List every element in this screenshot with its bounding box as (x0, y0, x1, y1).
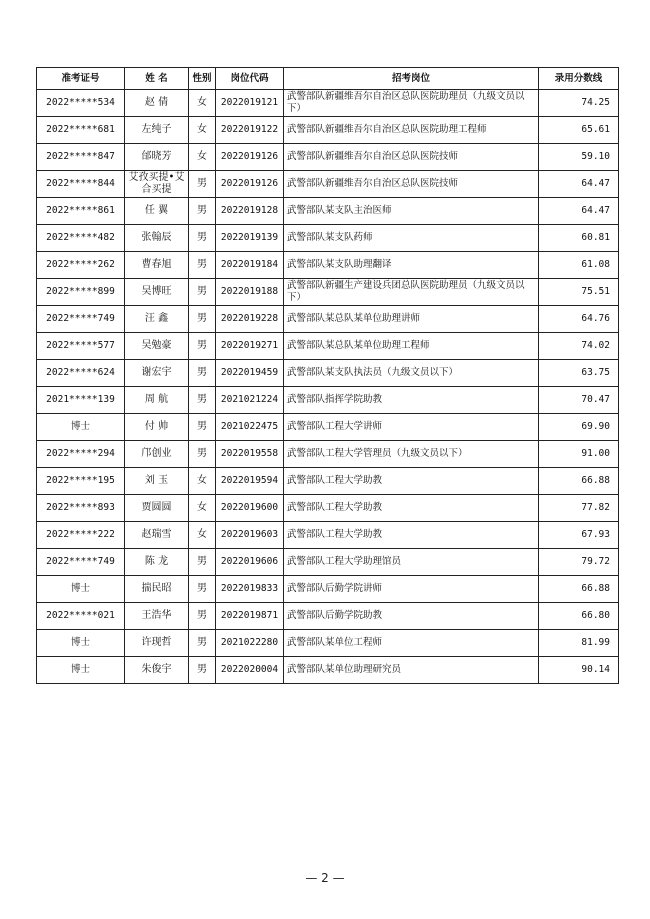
cell-name: 刘 玉 (125, 468, 189, 495)
cell-score: 77.82 (539, 495, 619, 522)
cell-post-code: 2021021224 (216, 387, 284, 414)
cell-post: 武警部队工程大学助理馆员 (284, 549, 539, 576)
cell-sex: 女 (189, 90, 216, 117)
cell-score: 69.90 (539, 414, 619, 441)
cell-name: 陈 龙 (125, 549, 189, 576)
cell-post-code: 2022020004 (216, 657, 284, 684)
cell-post-code: 2022019603 (216, 522, 284, 549)
cell-post-code: 2022019184 (216, 252, 284, 279)
cell-name: 谢宏宇 (125, 360, 189, 387)
cell-name: 周 航 (125, 387, 189, 414)
cell-post-code: 2022019271 (216, 333, 284, 360)
table-row (37, 603, 619, 630)
cell-score: 79.72 (539, 549, 619, 576)
table-row (37, 522, 619, 549)
table-row (37, 252, 619, 279)
cell-score: 67.93 (539, 522, 619, 549)
cell-post-code: 2022019871 (216, 603, 284, 630)
table-row (37, 144, 619, 171)
cell-score: 74.02 (539, 333, 619, 360)
cell-exam-id: 2022*****749 (37, 549, 125, 576)
cell-score: 64.47 (539, 171, 619, 198)
cell-post: 武警部队指挥学院助教 (284, 387, 539, 414)
header-sex: 性别 (189, 68, 216, 90)
cell-post: 武警部队某支队助理翻译 (284, 252, 539, 279)
cell-exam-id: 2022*****899 (37, 279, 125, 306)
cell-exam-id: 2022*****195 (37, 468, 125, 495)
cell-post-code: 2021022280 (216, 630, 284, 657)
cell-sex: 女 (189, 522, 216, 549)
cell-post-code: 2022019606 (216, 549, 284, 576)
cell-exam-id: 博士 (37, 657, 125, 684)
cell-post: 武警部队某支队药师 (284, 225, 539, 252)
cell-score: 65.61 (539, 117, 619, 144)
cell-score: 60.81 (539, 225, 619, 252)
cell-post: 武警部队新疆维吾尔自治区总队医院技师 (284, 171, 539, 198)
cell-sex: 男 (189, 252, 216, 279)
cell-score: 61.08 (539, 252, 619, 279)
cell-post-code: 2022019594 (216, 468, 284, 495)
cell-sex: 女 (189, 495, 216, 522)
cell-score: 75.51 (539, 279, 619, 306)
cell-score: 66.88 (539, 468, 619, 495)
table-row (37, 198, 619, 225)
header-exam-id: 准考证号 (37, 68, 125, 90)
cell-post: 武警部队工程大学助教 (284, 495, 539, 522)
cell-post-code: 2022019139 (216, 225, 284, 252)
cell-sex: 男 (189, 414, 216, 441)
cell-sex: 男 (189, 387, 216, 414)
header-name: 姓 名 (125, 68, 189, 90)
cell-sex: 女 (189, 144, 216, 171)
cell-post: 武警部队某支队执法员（九级文员以下） (284, 360, 539, 387)
cell-post: 武警部队某总队某单位助理讲师 (284, 306, 539, 333)
cell-exam-id: 2022*****222 (37, 522, 125, 549)
cell-name: 邝创业 (125, 441, 189, 468)
cell-post-code: 2022019833 (216, 576, 284, 603)
table-row (37, 333, 619, 360)
cell-name: 揣民昭 (125, 576, 189, 603)
cell-exam-id: 2022*****749 (37, 306, 125, 333)
cell-sex: 女 (189, 117, 216, 144)
cell-post: 武警部队新疆维吾尔自治区总队医院助理工程师 (284, 117, 539, 144)
cell-post: 武警部队某支队主治医师 (284, 198, 539, 225)
cell-post-code: 2022019126 (216, 144, 284, 171)
cell-score: 64.76 (539, 306, 619, 333)
cell-exam-id: 2021*****139 (37, 387, 125, 414)
cell-post: 武警部队工程大学助教 (284, 522, 539, 549)
cell-name: 吴勉豪 (125, 333, 189, 360)
cell-post: 武警部队新疆维吾尔自治区总队医院技师 (284, 144, 539, 171)
cell-post: 武警部队某单位工程师 (284, 630, 539, 657)
cell-score: 81.99 (539, 630, 619, 657)
admission-score-table (36, 67, 619, 684)
table-row (37, 576, 619, 603)
cell-exam-id: 2022*****262 (37, 252, 125, 279)
cell-sex: 男 (189, 549, 216, 576)
cell-score: 59.10 (539, 144, 619, 171)
cell-post-code: 2022019128 (216, 198, 284, 225)
table-row (37, 279, 619, 306)
cell-name: 汪 鑫 (125, 306, 189, 333)
cell-exam-id: 2022*****021 (37, 603, 125, 630)
cell-post-code: 2022019122 (216, 117, 284, 144)
table-row (37, 630, 619, 657)
cell-score: 64.47 (539, 198, 619, 225)
cell-sex: 男 (189, 576, 216, 603)
header-post: 招考岗位 (284, 68, 539, 90)
cell-exam-id: 2022*****893 (37, 495, 125, 522)
cell-sex: 男 (189, 360, 216, 387)
cell-exam-id: 2022*****681 (37, 117, 125, 144)
table-row (37, 117, 619, 144)
cell-score: 66.80 (539, 603, 619, 630)
table-header-row (37, 68, 619, 90)
header-score: 录用分数线 (539, 68, 619, 90)
cell-sex: 男 (189, 279, 216, 306)
cell-post-code: 2022019600 (216, 495, 284, 522)
cell-exam-id: 2022*****861 (37, 198, 125, 225)
table-row (37, 495, 619, 522)
cell-sex: 男 (189, 306, 216, 333)
cell-score: 90.14 (539, 657, 619, 684)
cell-sex: 男 (189, 603, 216, 630)
cell-score: 70.47 (539, 387, 619, 414)
cell-sex: 男 (189, 198, 216, 225)
cell-post-code: 2022019459 (216, 360, 284, 387)
cell-name: 艾孜买提•艾合买提 (125, 171, 189, 198)
cell-post: 武警部队某总队某单位助理工程师 (284, 333, 539, 360)
cell-score: 74.25 (539, 90, 619, 117)
cell-name: 赵 倩 (125, 90, 189, 117)
header-post-code: 岗位代码 (216, 68, 284, 90)
cell-post: 武警部队新疆生产建设兵团总队医院助理员（九级文员以下） (284, 279, 539, 306)
cell-name: 赵瑞雪 (125, 522, 189, 549)
cell-exam-id: 2022*****624 (37, 360, 125, 387)
cell-post-code: 2022019188 (216, 279, 284, 306)
cell-post-code: 2022019558 (216, 441, 284, 468)
cell-sex: 男 (189, 657, 216, 684)
cell-exam-id: 2022*****847 (37, 144, 125, 171)
cell-name: 许现哲 (125, 630, 189, 657)
table-row (37, 657, 619, 684)
table-row (37, 360, 619, 387)
table-row (37, 468, 619, 495)
cell-name: 朱俊宇 (125, 657, 189, 684)
table-row (37, 387, 619, 414)
cell-post: 武警部队某单位助理研究员 (284, 657, 539, 684)
cell-name: 吴博旺 (125, 279, 189, 306)
cell-post: 武警部队后勤学院讲师 (284, 576, 539, 603)
cell-post: 武警部队工程大学讲师 (284, 414, 539, 441)
cell-name: 付 帅 (125, 414, 189, 441)
page-number: — 2 — (305, 871, 345, 885)
cell-exam-id: 博士 (37, 630, 125, 657)
table-row (37, 441, 619, 468)
cell-name: 左纯子 (125, 117, 189, 144)
table-row (37, 171, 619, 198)
cell-sex: 男 (189, 630, 216, 657)
cell-post: 武警部队工程大学助教 (284, 468, 539, 495)
cell-score: 91.00 (539, 441, 619, 468)
cell-name: 任 翼 (125, 198, 189, 225)
cell-sex: 男 (189, 333, 216, 360)
cell-post: 武警部队新疆维吾尔自治区总队医院助理员（九级文员以下） (284, 90, 539, 117)
cell-name: 贾圆圆 (125, 495, 189, 522)
cell-post-code: 2022019126 (216, 171, 284, 198)
cell-exam-id: 博士 (37, 414, 125, 441)
cell-post-code: 2021022475 (216, 414, 284, 441)
cell-post: 武警部队后勤学院助教 (284, 603, 539, 630)
cell-name: 曹春旭 (125, 252, 189, 279)
cell-exam-id: 2022*****294 (37, 441, 125, 468)
cell-exam-id: 2022*****534 (37, 90, 125, 117)
cell-score: 66.88 (539, 576, 619, 603)
table-row (37, 306, 619, 333)
table-row (37, 549, 619, 576)
cell-sex: 女 (189, 468, 216, 495)
cell-name: 王浩华 (125, 603, 189, 630)
cell-score: 63.75 (539, 360, 619, 387)
cell-post-code: 2022019228 (216, 306, 284, 333)
table-row (37, 414, 619, 441)
cell-post-code: 2022019121 (216, 90, 284, 117)
cell-name: 张翰辰 (125, 225, 189, 252)
table-row (37, 225, 619, 252)
cell-name: 邰晓芳 (125, 144, 189, 171)
table-row (37, 90, 619, 117)
cell-exam-id: 2022*****577 (37, 333, 125, 360)
cell-sex: 男 (189, 225, 216, 252)
cell-sex: 男 (189, 171, 216, 198)
cell-sex: 男 (189, 441, 216, 468)
cell-exam-id: 2022*****482 (37, 225, 125, 252)
cell-exam-id: 博士 (37, 576, 125, 603)
cell-exam-id: 2022*****844 (37, 171, 125, 198)
cell-post: 武警部队工程大学管理员（九级文员以下） (284, 441, 539, 468)
